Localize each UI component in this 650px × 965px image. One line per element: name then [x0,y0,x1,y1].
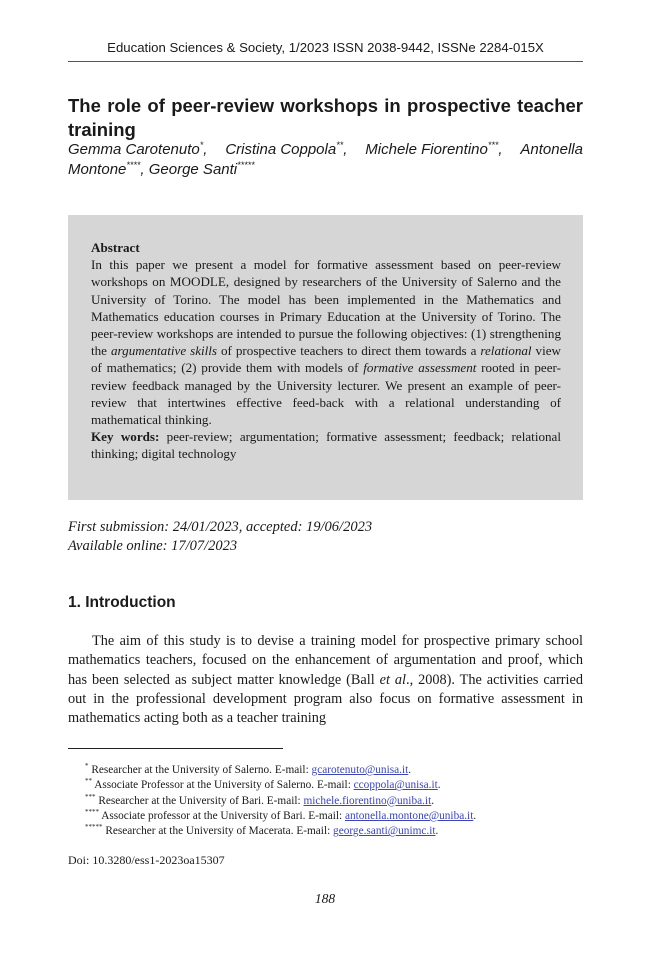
author-2: Cristina Coppola**, [225,140,348,158]
footnote-4: **** Associate professor at the University of Bari. E-mail: antonella.montone@uniba.it. [85,808,477,822]
email-link[interactable]: antonella.montone@uniba.it [344,809,474,822]
footnotes [85,763,583,839]
doi: Doi: 10.3280/ess1-2023oa15307 [68,853,225,867]
article-title: The role of peer-review workshops in prospective teacher training [68,95,583,140]
author-3: Michele Fiorentino***, [365,140,503,158]
footnote-rule [68,748,283,749]
email-link[interactable]: ccoppola@unisa.it [353,779,438,792]
author-list [68,140,583,180]
email-link[interactable]: george.santi@unimc.it [333,825,436,838]
submission-date: First submission: 24/01/2023, accepted: 19/06/2023 [68,519,373,535]
abstract-heading: Abstract [91,240,140,255]
intro-paragraph: The aim of this study is to devise a training model for prospective primary school mathematics teachers, focused on the enhancement of argumentation and proof, which has been selected as subject matter knowledge (Ball et al., 2008). The activities carried out in the professional development program also focus on formative assessment in mathematics acting both as a teacher training [68,633,583,727]
author-1: Gemma Carotenuto*, [68,140,208,158]
author-5: George Santi***** [148,160,255,178]
page-number: 188 [314,891,336,906]
author-4-last: Montone****, [68,160,145,178]
abstract-body [91,239,561,463]
email-link[interactable]: gcarotenuto@unisa.it [311,764,409,776]
footnote-3: *** Researcher at the University of Bari. E-mail: michele.fiorentino@uniba.it. [85,792,435,807]
section-heading: 1. Introduction [68,594,176,611]
submission-dates [68,518,583,556]
online-date: Available online: 17/07/2023 [68,538,238,554]
email-link[interactable]: michele.fiorentino@uniba.it [303,794,432,807]
keywords: Key words: peer-review; argumentation; formative assessment; feedback; relational thinking; digital technology [91,429,561,462]
journal-header: Education Sciences & Society, 1/2023 ISSN 2038-9442, ISSNe 2284-015X [68,40,583,62]
footnote-1: * Researcher at the University of Salerno. E-mail: gcarotenuto@unisa.it. [85,762,412,776]
abstract-box [68,215,583,500]
abstract-text: In this paper we present a model for formative assessment based on peer-review workshops on MOODLE, designed by researchers of the University of Salerno and the University of Torino. The model has been implemented in the Mathematics and Mathematics education courses in Primary Education at the University of Torino. The peer-review workshops are intended to pursue the following objectives: (1) strengthening the argumentative skills of prospective teachers to direct them towards a relational view of mathematics; (2) provide them with models of formative assessment rooted in peer-review feedback managed by the University lecturer. We present an example of peer-review that intertwines effective feed-back with a relational understanding of mathematical thinking. [91,257,561,428]
footnote-2: ** Associate Professor at the University of Salerno. E-mail: ccoppola@unisa.it. [85,777,441,792]
footnote-5: ***** Researcher at the University of Macerata. E-mail: george.santi@unimc.it. [85,823,439,838]
author-4-first: Antonella [520,141,583,158]
